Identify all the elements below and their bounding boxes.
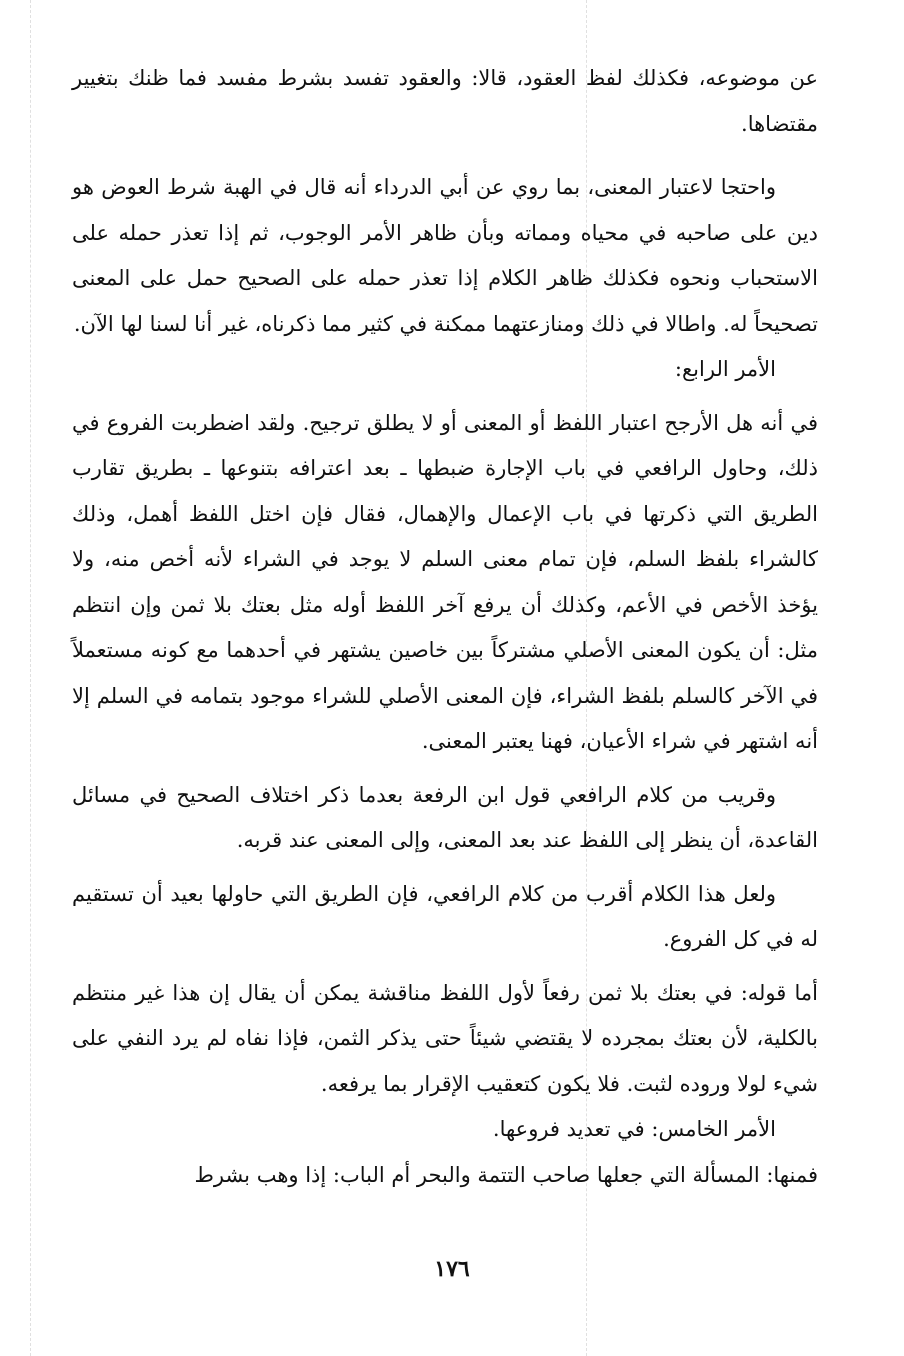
paragraph-first-branch: فمنها: المسألة التي جعلها صاحب التتمة والبحر أم الباب: إذا وهب بشرط [194, 1162, 818, 1187]
scan-guide-line [30, 0, 31, 1356]
page-number: ١٧٦ [434, 1256, 470, 1282]
page-text [72, 56, 818, 1198]
paragraph-discussion: أما قوله: في بعتك بلا ثمن رفعاً لأول اللفظ مناقشة يمكن أن يقال إن هذا غير منتظم بالكلية، لأن بعتك بمجرده لا يقتضي شيئاً حتى يذكر الثمن، فإذا نفاه لم يرد النفي على شيء لولا وروده لثبت. فلا يكون كتعقيب الإقرار بما يرفعه. [72, 980, 818, 1096]
paragraph-ibn-rifaa: وقريب من كلام الرافعي قول ابن الرفعة بعدما ذكر اختلاف الصحيح في مسائل القاعدة، أن ينظر إلى اللفظ عند بعد المعنى، وإلى المعنى عند قربه. [72, 782, 818, 852]
paragraph-fourth-matter: في أنه هل الأرجح اعتبار اللفظ أو المعنى أو لا يطلق ترجيح. ولقد اضطربت الفروع في ذلك، وحاول الرافعي في باب الإجارة ضبطها ـ بعد اعترافه بتنوعها ـ بطريق تقارب الطريق التي ذكرتها في باب الإعمال والإهمال، فقال فإن اختل اللفظ أهمل، وذلك كالشراء بلفظ السلم، فإن تمام معنى السلم لا يوجد في الشراء لأنه أخص منه، ولا يؤخذ الأخص في الأعم، وكذلك أن يرفع آخر اللفظ أوله مثل بعتك بلا ثمن وإن انتظم مثل: أن يكون المعنى الأصلي مشتركاً بين خاصين يشتهر في أحدهما مع كونه مستعملاً في الآخر كالسلم بلفظ الشراء، فإن المعنى الأصلي للشراء موجود بتمامه في السلم إلا أنه اشتهر في شراء الأعيان، فهنا يعتبر المعنى. [72, 410, 818, 753]
section-heading-fifth: الأمر الخامس: في تعديد فروعها. [492, 1117, 776, 1141]
paragraph-argument: واحتجا لاعتبار المعنى، بما روي عن أبي الدرداء أنه قال في الهبة شرط العوض هو دين على صاحبه في محياه ومماته وبأن ظاهر الأمر الوجوب، ثم إذا تعذر حمله على الاستحباب ونحوه فكذلك ظاهر الكلام إذا تعذر حمله على الصحيح حمل على المعنى تصحيحاً له. واطالا في ذلك ومنازعتهما ممكنة في كثير مما ذكرناه، غير أنا لسنا لها الآن. [72, 175, 818, 336]
section-heading-fourth: الأمر الرابع: [674, 357, 776, 381]
paragraph-closer: ولعل هذا الكلام أقرب من كلام الرافعي، فإن الطريق التي حاولها بعيد أن تستقيم له في كل الفروع. [72, 881, 818, 951]
paragraph-continuation: عن موضوعه، فكذلك لفظ العقود، قالا: والعقود تفسد بشرط مفسد فما ظنك بتغيير مقتضاها. [72, 66, 818, 136]
